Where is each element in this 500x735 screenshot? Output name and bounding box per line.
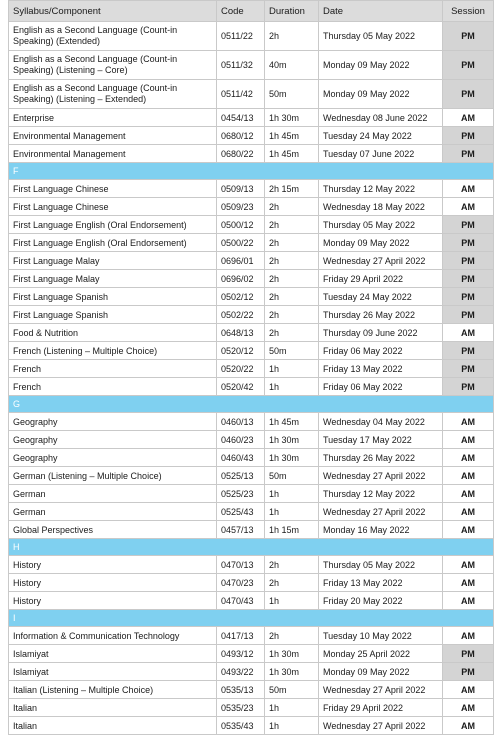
syllabus-cell: Italian	[9, 717, 217, 735]
code-cell: 0535/43	[217, 717, 265, 735]
code-cell: 0520/12	[217, 342, 265, 360]
duration-cell: 40m	[265, 51, 319, 80]
code-cell: 0680/12	[217, 127, 265, 145]
code-cell: 0535/13	[217, 681, 265, 699]
session-cell: AM	[443, 503, 494, 521]
table-row	[9, 324, 494, 342]
duration-cell: 50m	[265, 80, 319, 109]
syllabus-cell: First Language Spanish	[9, 288, 217, 306]
syllabus-cell: History	[9, 574, 217, 592]
duration-cell: 1h 45m	[265, 145, 319, 163]
session-cell: AM	[443, 109, 494, 127]
code-cell: 0470/23	[217, 574, 265, 592]
table-row	[9, 663, 494, 681]
syllabus-cell: Italian (Listening – Multiple Choice)	[9, 681, 217, 699]
table-row	[9, 556, 494, 574]
date-cell: Tuesday 24 May 2022	[319, 288, 443, 306]
table-row	[9, 109, 494, 127]
date-cell: Thursday 26 May 2022	[319, 306, 443, 324]
duration-cell: 1h 30m	[265, 645, 319, 663]
code-cell: 0525/23	[217, 485, 265, 503]
section-letter: I	[9, 610, 494, 627]
code-cell: 0511/22	[217, 22, 265, 51]
table-row	[9, 127, 494, 145]
table-row	[9, 80, 494, 109]
table-row	[9, 592, 494, 610]
date-cell: Thursday 05 May 2022	[319, 216, 443, 234]
session-cell: PM	[443, 378, 494, 396]
code-cell: 0520/42	[217, 378, 265, 396]
session-cell: AM	[443, 521, 494, 539]
syllabus-cell: German	[9, 485, 217, 503]
table-row	[9, 431, 494, 449]
date-cell: Thursday 12 May 2022	[319, 485, 443, 503]
code-cell: 0696/01	[217, 252, 265, 270]
table-row	[9, 627, 494, 645]
duration-cell: 1h 30m	[265, 449, 319, 467]
date-cell: Wednesday 27 April 2022	[319, 503, 443, 521]
session-cell: PM	[443, 306, 494, 324]
code-cell: 0460/23	[217, 431, 265, 449]
session-cell: AM	[443, 449, 494, 467]
syllabus-cell: Italian	[9, 699, 217, 717]
header-syllabus: Syllabus/Component	[9, 1, 217, 22]
session-cell: AM	[443, 467, 494, 485]
code-cell: 0457/13	[217, 521, 265, 539]
table-row	[9, 180, 494, 198]
syllabus-cell: First Language Malay	[9, 270, 217, 288]
duration-cell: 1h 30m	[265, 663, 319, 681]
session-cell: PM	[443, 216, 494, 234]
session-cell: PM	[443, 234, 494, 252]
session-cell: PM	[443, 645, 494, 663]
session-cell: AM	[443, 592, 494, 610]
table-row	[9, 22, 494, 51]
date-cell: Wednesday 18 May 2022	[319, 198, 443, 216]
session-cell: AM	[443, 198, 494, 216]
date-cell: Friday 06 May 2022	[319, 378, 443, 396]
table-row	[9, 503, 494, 521]
header-code: Code	[217, 1, 265, 22]
session-cell: PM	[443, 145, 494, 163]
table-row	[9, 413, 494, 431]
syllabus-cell: German (Listening – Multiple Choice)	[9, 467, 217, 485]
duration-cell: 2h	[265, 306, 319, 324]
date-cell: Monday 09 May 2022	[319, 80, 443, 109]
table-row	[9, 449, 494, 467]
code-cell: 0454/13	[217, 109, 265, 127]
code-cell: 0525/43	[217, 503, 265, 521]
session-cell: PM	[443, 663, 494, 681]
table-row	[9, 521, 494, 539]
syllabus-cell: Global Perspectives	[9, 521, 217, 539]
duration-cell: 2h	[265, 574, 319, 592]
syllabus-cell: Islamiyat	[9, 645, 217, 663]
date-cell: Monday 09 May 2022	[319, 234, 443, 252]
code-cell: 0460/43	[217, 449, 265, 467]
table-row	[9, 378, 494, 396]
syllabus-cell: German	[9, 503, 217, 521]
section-header-row	[9, 396, 494, 413]
syllabus-cell: Geography	[9, 413, 217, 431]
session-cell: AM	[443, 431, 494, 449]
date-cell: Thursday 12 May 2022	[319, 180, 443, 198]
session-cell: PM	[443, 252, 494, 270]
duration-cell: 1h	[265, 592, 319, 610]
table-row	[9, 145, 494, 163]
code-cell: 0460/13	[217, 413, 265, 431]
table-row	[9, 234, 494, 252]
date-cell: Wednesday 27 April 2022	[319, 252, 443, 270]
code-cell: 0470/13	[217, 556, 265, 574]
syllabus-cell: Islamiyat	[9, 663, 217, 681]
date-cell: Monday 09 May 2022	[319, 663, 443, 681]
session-cell: PM	[443, 342, 494, 360]
duration-cell: 1h 45m	[265, 413, 319, 431]
syllabus-cell: History	[9, 592, 217, 610]
duration-cell: 2h	[265, 234, 319, 252]
syllabus-cell: French (Listening – Multiple Choice)	[9, 342, 217, 360]
session-cell: PM	[443, 288, 494, 306]
date-cell: Monday 25 April 2022	[319, 645, 443, 663]
table-row	[9, 645, 494, 663]
duration-cell: 50m	[265, 467, 319, 485]
session-cell: AM	[443, 717, 494, 735]
code-cell: 0470/43	[217, 592, 265, 610]
syllabus-cell: First Language Malay	[9, 252, 217, 270]
date-cell: Friday 20 May 2022	[319, 592, 443, 610]
syllabus-cell: English as a Second Language (Count-in Speaking) (Listening – Core)	[9, 51, 217, 80]
section-header-row	[9, 610, 494, 627]
code-cell: 0493/22	[217, 663, 265, 681]
session-cell: AM	[443, 681, 494, 699]
code-cell: 0648/13	[217, 324, 265, 342]
syllabus-cell: First Language English (Oral Endorsement)	[9, 216, 217, 234]
duration-cell: 1h	[265, 717, 319, 735]
code-cell: 0520/22	[217, 360, 265, 378]
code-cell: 0500/22	[217, 234, 265, 252]
code-cell: 0509/23	[217, 198, 265, 216]
syllabus-cell: History	[9, 556, 217, 574]
date-cell: Wednesday 27 April 2022	[319, 467, 443, 485]
session-cell: AM	[443, 413, 494, 431]
table-row	[9, 574, 494, 592]
code-cell: 0417/13	[217, 627, 265, 645]
date-cell: Wednesday 04 May 2022	[319, 413, 443, 431]
table-row	[9, 681, 494, 699]
session-cell: AM	[443, 180, 494, 198]
code-cell: 0502/12	[217, 288, 265, 306]
syllabus-cell: First Language Chinese	[9, 198, 217, 216]
duration-cell: 2h	[265, 556, 319, 574]
syllabus-cell: Environmental Management	[9, 127, 217, 145]
table-row	[9, 717, 494, 735]
section-header-row	[9, 539, 494, 556]
date-cell: Tuesday 17 May 2022	[319, 431, 443, 449]
duration-cell: 1h 15m	[265, 521, 319, 539]
duration-cell: 1h 45m	[265, 127, 319, 145]
header-date: Date	[319, 1, 443, 22]
session-cell: AM	[443, 556, 494, 574]
syllabus-cell: French	[9, 378, 217, 396]
timetable-body	[9, 22, 494, 735]
table-row	[9, 467, 494, 485]
duration-cell: 2h	[265, 22, 319, 51]
date-cell: Tuesday 24 May 2022	[319, 127, 443, 145]
code-cell: 0696/02	[217, 270, 265, 288]
exam-timetable	[8, 0, 494, 735]
duration-cell: 1h	[265, 699, 319, 717]
syllabus-cell: Geography	[9, 449, 217, 467]
syllabus-cell: Enterprise	[9, 109, 217, 127]
code-cell: 0493/12	[217, 645, 265, 663]
date-cell: Friday 06 May 2022	[319, 342, 443, 360]
session-cell: PM	[443, 360, 494, 378]
date-cell: Tuesday 10 May 2022	[319, 627, 443, 645]
duration-cell: 2h	[265, 198, 319, 216]
duration-cell: 50m	[265, 342, 319, 360]
session-cell: AM	[443, 574, 494, 592]
date-cell: Wednesday 27 April 2022	[319, 681, 443, 699]
date-cell: Thursday 09 June 2022	[319, 324, 443, 342]
date-cell: Friday 29 April 2022	[319, 699, 443, 717]
session-cell: PM	[443, 51, 494, 80]
date-cell: Thursday 05 May 2022	[319, 22, 443, 51]
header-session: Session	[443, 1, 494, 22]
section-letter: H	[9, 539, 494, 556]
duration-cell: 2h	[265, 270, 319, 288]
session-cell: PM	[443, 80, 494, 109]
duration-cell: 1h	[265, 503, 319, 521]
syllabus-cell: First Language English (Oral Endorsement)	[9, 234, 217, 252]
duration-cell: 1h 30m	[265, 431, 319, 449]
header-row	[9, 1, 494, 22]
session-cell: PM	[443, 127, 494, 145]
date-cell: Tuesday 07 June 2022	[319, 145, 443, 163]
session-cell: PM	[443, 22, 494, 51]
table-row	[9, 216, 494, 234]
date-cell: Wednesday 08 June 2022	[319, 109, 443, 127]
duration-cell: 2h	[265, 288, 319, 306]
code-cell: 0502/22	[217, 306, 265, 324]
table-row	[9, 699, 494, 717]
duration-cell: 1h 30m	[265, 109, 319, 127]
table-row	[9, 252, 494, 270]
session-cell: AM	[443, 485, 494, 503]
duration-cell: 1h	[265, 485, 319, 503]
table-row	[9, 342, 494, 360]
session-cell: AM	[443, 324, 494, 342]
section-header-row	[9, 163, 494, 180]
table-row	[9, 270, 494, 288]
syllabus-cell: Environmental Management	[9, 145, 217, 163]
syllabus-cell: Geography	[9, 431, 217, 449]
syllabus-cell: Information & Communication Technology	[9, 627, 217, 645]
date-cell: Friday 29 April 2022	[319, 270, 443, 288]
syllabus-cell: English as a Second Language (Count-in Speaking) (Extended)	[9, 22, 217, 51]
duration-cell: 1h	[265, 360, 319, 378]
date-cell: Friday 13 May 2022	[319, 360, 443, 378]
date-cell: Monday 09 May 2022	[319, 51, 443, 80]
session-cell: PM	[443, 270, 494, 288]
code-cell: 0500/12	[217, 216, 265, 234]
session-cell: AM	[443, 627, 494, 645]
section-letter: F	[9, 163, 494, 180]
code-cell: 0535/23	[217, 699, 265, 717]
code-cell: 0525/13	[217, 467, 265, 485]
duration-cell: 1h	[265, 378, 319, 396]
session-cell: AM	[443, 699, 494, 717]
syllabus-cell: English as a Second Language (Count-in Speaking) (Listening – Extended)	[9, 80, 217, 109]
timetable-container	[8, 0, 493, 735]
duration-cell: 50m	[265, 681, 319, 699]
table-row	[9, 288, 494, 306]
section-letter: G	[9, 396, 494, 413]
code-cell: 0511/42	[217, 80, 265, 109]
date-cell: Thursday 05 May 2022	[319, 556, 443, 574]
date-cell: Friday 13 May 2022	[319, 574, 443, 592]
syllabus-cell: First Language Chinese	[9, 180, 217, 198]
duration-cell: 2h 15m	[265, 180, 319, 198]
duration-cell: 2h	[265, 324, 319, 342]
header-duration: Duration	[265, 1, 319, 22]
table-row	[9, 485, 494, 503]
syllabus-cell: Food & Nutrition	[9, 324, 217, 342]
date-cell: Monday 16 May 2022	[319, 521, 443, 539]
table-row	[9, 360, 494, 378]
syllabus-cell: First Language Spanish	[9, 306, 217, 324]
table-row	[9, 51, 494, 80]
duration-cell: 2h	[265, 627, 319, 645]
duration-cell: 2h	[265, 252, 319, 270]
code-cell: 0511/32	[217, 51, 265, 80]
table-row	[9, 198, 494, 216]
date-cell: Thursday 26 May 2022	[319, 449, 443, 467]
code-cell: 0509/13	[217, 180, 265, 198]
duration-cell: 2h	[265, 216, 319, 234]
syllabus-cell: French	[9, 360, 217, 378]
table-row	[9, 306, 494, 324]
code-cell: 0680/22	[217, 145, 265, 163]
date-cell: Wednesday 27 April 2022	[319, 717, 443, 735]
